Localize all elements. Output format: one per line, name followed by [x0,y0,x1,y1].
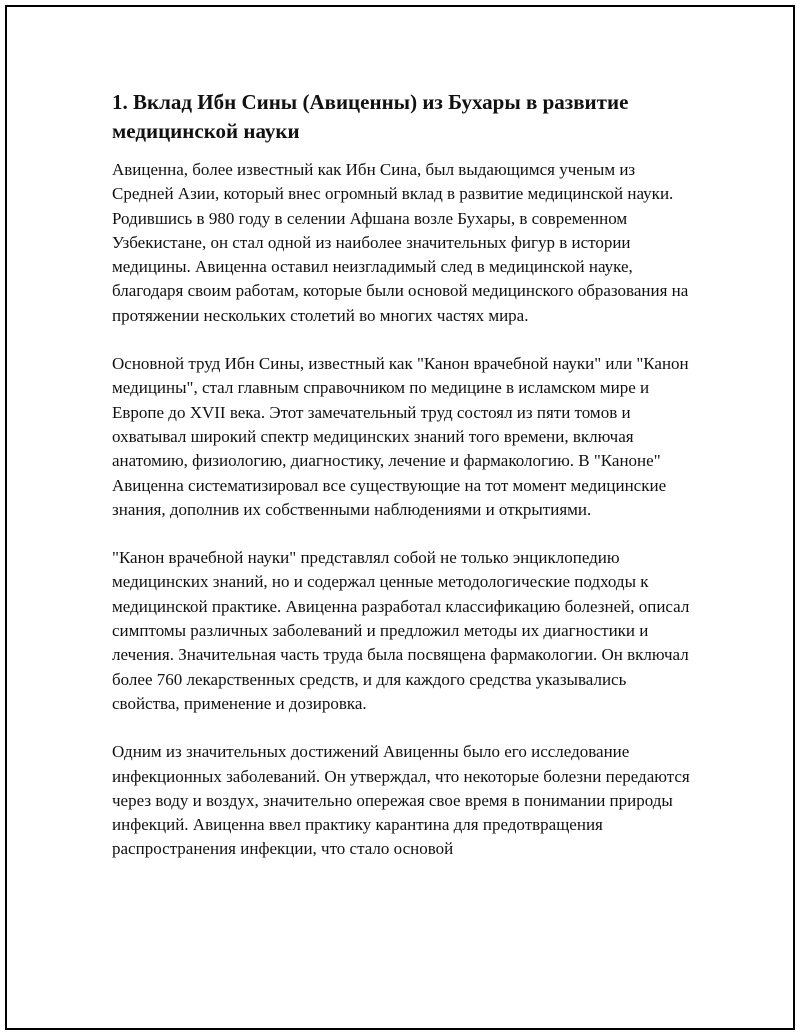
section-heading: 1. Вклад Ибн Сины (Авиценны) из Бухары в развитие медицинской науки [112,90,629,143]
document-body [112,88,692,886]
paragraph-4: Одним из значительных достижений Авиценны было его исследование инфекционных заболеваний. Он утверждал, что некоторые болезни передаются через воду и воздух, значительно опережая свое время в понимании природы инфекций. Авиценна ввел практику карантина для предотвращения распространения инфекции, что стало основой [112,742,690,859]
paragraph-2: Основной труд Ибн Сины, известный как "Канон врачебной науки" или "Канон медицины", стал главным справочником по медицине в исламском мире и Европе до XVII века. Этот замечательный труд состоял из пяти томов и охватывал широкий спектр медицинских знаний того времени, включая анатомию, физиологию, диагностику, лечение и фармакологию. В "Каноне" Авиценна систематизировал все существующие на тот момент медицинские знания, дополнив их собственными наблюдениями и открытиями. [112,354,689,519]
paragraph-3: "Канон врачебной науки" представлял собой не только энциклопедию медицинских знаний, но и содержал ценные методологические подходы к медицинской практике. Авиценна разработал классификацию болезней, описал симптомы различных заболеваний и предложил методы их диагностики и лечения. Значительная часть труда была посвящена фармакологии. Он включал более 760 лекарственных средств, и для каждого средства указывались свойства, применение и дозировка. [112,548,690,713]
paragraph-1: Авиценна, более известный как Ибн Сина, был выдающимся ученым из Средней Азии, который внес огромный вклад в развитие медицинской науки. Родившись в 980 году в селении Афшана возле Бухары, в современном Узбекистане, он стал одной из наиболее значительных фигур в истории медицины. Авиценна оставил неизгладимый след в медицинской науке, благодаря своим работам, которые были основой медицинского образования на протяжении нескольких столетий во многих частях мира. [112,160,689,325]
